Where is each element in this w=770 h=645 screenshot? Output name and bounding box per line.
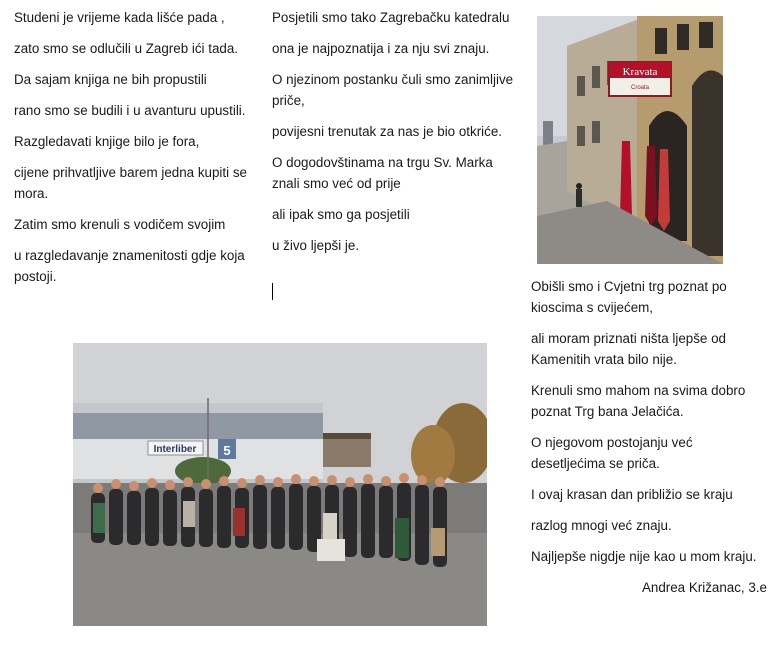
poem-column-1 <box>14 7 254 297</box>
verse-line: Zatim smo krenuli s vodičem svojim <box>14 217 226 232</box>
poem-column-3 <box>531 276 767 608</box>
poem-column-2 <box>272 7 520 266</box>
verse-line: O njegovom postojanju već desetljećima se priča. <box>531 435 693 471</box>
text-cursor <box>272 283 273 300</box>
group-photo <box>73 343 487 626</box>
verse-line: rano smo se budili i u avanturu upustili. <box>14 103 246 118</box>
verse-line: Razgledavati knjige bilo je fora, <box>14 134 200 149</box>
verse-line: ali ipak smo ga posjetili <box>272 207 410 222</box>
verse-line: povijesni trenutak za nas je bio otkriće. <box>272 124 502 139</box>
author-signature: Andrea Križanac, 3.e <box>641 580 767 595</box>
verse-line: Obišli smo i Cvjetni trg poznat po kioscima s cvijećem, <box>531 279 727 315</box>
verse-line: Da sajam knjiga ne bih propustili <box>14 72 207 87</box>
street-photo <box>537 16 723 264</box>
hall-number-text: 5 <box>223 443 231 458</box>
street-photo-image <box>537 16 723 264</box>
verse-line: Posjetili smo tako Zagrebačku katedralu <box>272 10 510 25</box>
verse-line: u razgledavanje znamenitosti gdje koja postoji. <box>14 248 245 284</box>
verse-line: u živo ljepši je. <box>272 238 360 253</box>
verse-line: cijene prihvatljive barem jedna kupiti se mora. <box>14 165 247 201</box>
verse-line: razlog mnogi već znaju. <box>531 518 672 533</box>
group-photo-image <box>73 343 487 626</box>
venue-sign-text: Interliber <box>153 444 197 455</box>
shop-sign-text: Kravata <box>622 66 658 78</box>
verse-line: zato smo se odlučili u Zagreb ići tada. <box>14 41 239 56</box>
verse-line: Najljepše nigdje nije kao u mom kraju. <box>531 549 757 564</box>
verse-line: O njezinom postanku čuli smo zanimljive priče, <box>272 72 514 108</box>
verse-line: ona je najpoznatija i za nju svi znaju. <box>272 41 490 56</box>
verse-line: O dogodovštinama na trgu Sv. Marka znali smo već od prije <box>272 155 493 191</box>
verse-line: I ovaj krasan dan približio se kraju <box>531 487 733 502</box>
verse-line: Studeni je vrijeme kada lišće pada , <box>14 10 225 25</box>
verse-line: Krenuli smo mahom na svima dobro poznat Trg bana Jelačića. <box>531 383 746 419</box>
verse-line: ali moram priznati ništa ljepše od Kamenitih vrata bilo nije. <box>531 331 726 367</box>
shop-sign-subtext: Croata <box>630 85 650 91</box>
